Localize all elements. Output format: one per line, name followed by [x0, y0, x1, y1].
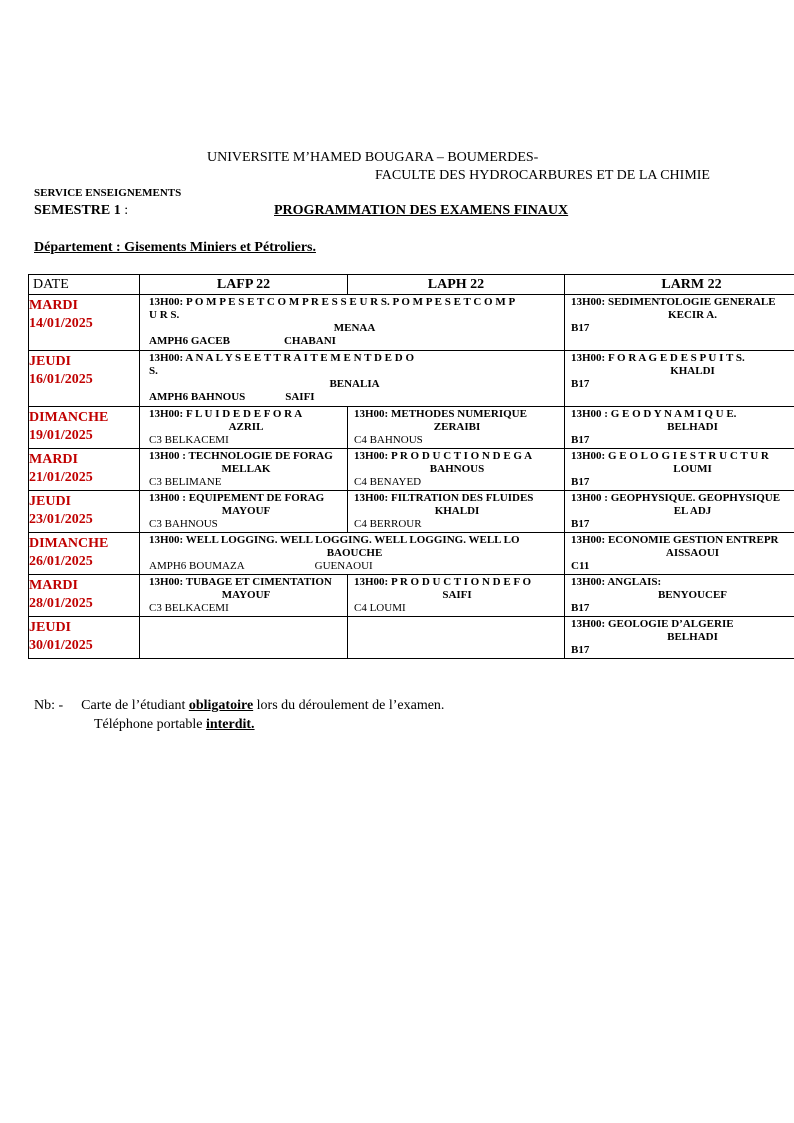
day-name: JEUDI: [29, 620, 72, 635]
date-cell: [29, 449, 140, 491]
date-cell: [29, 533, 140, 575]
date-value: 14/01/2025: [29, 316, 93, 331]
semestre-colon: :: [120, 203, 129, 218]
exam-room: C11: [571, 560, 590, 572]
exam-cell-larm: [565, 491, 794, 533]
exam-teacher: KECIR A.: [668, 309, 717, 321]
exam-cell-larm: [565, 351, 794, 407]
exam-cell-lafp: [140, 617, 348, 659]
exam-teacher: KHALDI: [670, 365, 715, 377]
exam-room: [149, 391, 560, 404]
exam-room: B17: [571, 602, 590, 614]
note-line-2: [94, 717, 255, 733]
exam-subject: 13H00 : GEOPHYSIQUE. GEOPHYSIQUE: [571, 492, 781, 504]
day-name: JEUDI: [29, 354, 72, 369]
exam-cell-laph: [348, 491, 565, 533]
exam-room: C3 BAHNOUS: [149, 518, 218, 530]
header-date: DATE: [29, 275, 140, 295]
exam-subject: 13H00: ECONOMIE GESTION ENTREPR: [571, 534, 779, 546]
exam-room-right: CHABANI: [283, 335, 336, 347]
university-name: UNIVERSITE M’HAMED BOUGARA – BOUMERDES-: [207, 150, 539, 165]
exam-cell-larm: [565, 617, 794, 659]
exam-cell-laph: [348, 449, 565, 491]
exam-teacher: EL ADJ: [673, 505, 712, 517]
note-text-bold: obligatoire: [188, 698, 254, 713]
table-header-row: [29, 275, 794, 295]
exam-subject: 13H00: P R O D U C T I O N D E F O: [354, 576, 532, 588]
exam-room: B17: [571, 434, 590, 446]
note-text-post: lors du déroulement de l’examen.: [253, 698, 445, 713]
exam-subject: 13H00: G E O L O G I E S T R U C T U R: [571, 450, 769, 462]
exam-subject-cont: S.: [149, 365, 158, 377]
table-row: [29, 351, 794, 407]
date-value: 28/01/2025: [29, 596, 93, 611]
exam-teacher: SAIFI: [442, 589, 472, 601]
exam-room-left: AMPH6 BAHNOUS: [149, 391, 246, 403]
exam-teacher: BELHADI: [667, 631, 718, 643]
date-value: 23/01/2025: [29, 512, 93, 527]
exam-teacher: AZRIL: [228, 421, 264, 433]
exam-cell-laph: [348, 407, 565, 449]
exam-cell-larm: [565, 407, 794, 449]
day-name: MARDI: [29, 298, 78, 313]
exam-room: C4 LOUMI: [354, 602, 406, 614]
exam-cell-shared: [140, 533, 565, 575]
date-cell: [29, 575, 140, 617]
exam-room: [149, 335, 560, 348]
exam-teacher: ZERAIBI: [433, 421, 481, 433]
date-cell: [29, 295, 140, 351]
exam-room: B17: [571, 644, 590, 656]
exam-subject: 13H00: F L U I D E D E F O R A: [149, 408, 303, 420]
date-cell: [29, 407, 140, 449]
exam-cell-larm: [565, 575, 794, 617]
table-row: [29, 533, 794, 575]
exam-room: C3 BELKACEMI: [149, 434, 229, 446]
date-value: 16/01/2025: [29, 372, 93, 387]
exam-subject: 13H00 : TECHNOLOGIE DE FORAG: [149, 450, 333, 462]
table-row: [29, 575, 794, 617]
table-row: [29, 295, 794, 351]
day-name: MARDI: [29, 452, 78, 467]
exam-subject: 13H00: METHODES NUMERIQUE: [354, 408, 527, 420]
exam-teacher: KHALDI: [434, 505, 480, 517]
page-title: PROGRAMMATION DES EXAMENS FINAUX: [274, 203, 569, 218]
note-line-1: [34, 698, 444, 714]
exam-cell-laph: [348, 617, 565, 659]
exam-room: B17: [571, 322, 590, 334]
header-laph22: LAPH 22: [348, 275, 565, 295]
exam-teacher: MELLAK: [221, 463, 271, 475]
exam-subject: 13H00: F O R A G E D E S P U I T S.: [571, 352, 745, 364]
header-larm22: LARM 22: [565, 275, 794, 295]
exam-room: [149, 560, 560, 573]
table-row: [29, 617, 794, 659]
date-cell: [29, 351, 140, 407]
exam-subject: 13H00: A N A L Y S E E T T R A I T E M E N T D E D O: [149, 352, 415, 364]
exam-room: B17: [571, 476, 590, 488]
exam-room-left: AMPH6 GACEB: [149, 335, 230, 347]
exam-cell-shared: [140, 351, 565, 407]
exam-subject: 13H00 : EQUIPEMENT DE FORAG: [149, 492, 325, 504]
exam-room: B17: [571, 378, 590, 390]
semestre-label: [34, 203, 128, 219]
exam-teacher: AISSAOUI: [665, 547, 720, 559]
table-row: [29, 407, 794, 449]
exam-teacher: BAHNOUS: [429, 463, 485, 475]
exam-teacher: BENYOUCEF: [657, 589, 728, 601]
exam-teacher: LOUMI: [673, 463, 712, 475]
header-lafp22: LAFP 22: [140, 275, 348, 295]
exam-room-right: SAIFI: [285, 391, 315, 403]
exam-room: C3 BELKACEMI: [149, 602, 229, 614]
day-name: DIMANCHE: [29, 410, 109, 425]
exam-room: C4 BERROUR: [354, 518, 422, 530]
exam-subject-cont: U R S.: [149, 309, 180, 321]
exam-cell-lafp: [140, 407, 348, 449]
exam-cell-lafp: [140, 491, 348, 533]
date-value: 30/01/2025: [29, 638, 93, 653]
date-cell: [29, 617, 140, 659]
faculty-name: FACULTE DES HYDROCARBURES ET DE LA CHIMIE: [375, 168, 710, 183]
day-name: JEUDI: [29, 494, 72, 509]
date-cell: [29, 491, 140, 533]
exam-subject: 13H00: TUBAGE ET CIMENTATION: [149, 576, 332, 588]
date-value: 21/01/2025: [29, 470, 93, 485]
day-name: MARDI: [29, 578, 78, 593]
exam-cell-lafp: [140, 449, 348, 491]
exam-room: C4 BENAYED: [354, 476, 422, 488]
exam-room: B17: [571, 518, 590, 530]
exam-teacher: BELHADI: [667, 421, 718, 433]
exam-cell-larm: [565, 295, 794, 351]
exam-teacher: BAOUCHE: [326, 547, 383, 559]
semestre-text: SEMESTRE 1: [34, 203, 121, 218]
exam-teacher: MAYOUF: [221, 505, 271, 517]
exam-cell-larm: [565, 449, 794, 491]
exam-cell-shared: [140, 295, 565, 351]
exam-room: C4 BAHNOUS: [354, 434, 423, 446]
exam-subject: 13H00: ANGLAIS:: [571, 576, 662, 588]
exam-cell-larm: [565, 533, 794, 575]
table-row: [29, 491, 794, 533]
note2-text-bold: interdit.: [205, 717, 255, 732]
exam-subject: 13H00: P O M P E S E T C O M P R E S S E U R S. P O M P E S E T C O M P: [149, 296, 516, 308]
note2-text-pre: Téléphone portable: [94, 717, 206, 732]
exam-subject: 13H00 : G E O D Y N A M I Q U E.: [571, 408, 737, 420]
exam-subject: 13H00: SEDIMENTOLOGIE GENERALE: [571, 296, 776, 308]
exam-room: C3 BELIMANE: [149, 476, 222, 488]
exam-teacher: BENALIA: [329, 378, 380, 390]
date-value: 26/01/2025: [29, 554, 93, 569]
exam-room-right: GUENAOUI: [314, 560, 373, 572]
exam-subject: 13H00: P R O D U C T I O N D E G A: [354, 450, 533, 462]
exam-subject: 13H00: WELL LOGGING. WELL LOGGING. WELL LOGGING. WELL LO: [149, 534, 520, 546]
service-label: SERVICE ENSEIGNEMENTS: [34, 187, 182, 199]
note-text-pre: Carte de l’étudiant: [81, 698, 189, 713]
exam-cell-lafp: [140, 575, 348, 617]
date-value: 19/01/2025: [29, 428, 93, 443]
note-label: Nb: -: [34, 698, 64, 713]
table-row: [29, 449, 794, 491]
exam-subject: 13H00: FILTRATION DES FLUIDES: [354, 492, 534, 504]
day-name: DIMANCHE: [29, 536, 109, 551]
exam-teacher: MENAA: [333, 322, 376, 334]
exam-schedule-table: [28, 274, 794, 659]
exam-teacher: MAYOUF: [221, 589, 271, 601]
exam-subject: 13H00: GEOLOGIE D’ALGERIE: [571, 618, 734, 630]
exam-room-left: AMPH6 BOUMAZA: [149, 560, 245, 572]
department-label: Département : Gisements Miniers et Pétroliers.: [34, 240, 316, 255]
exam-cell-laph: [348, 575, 565, 617]
